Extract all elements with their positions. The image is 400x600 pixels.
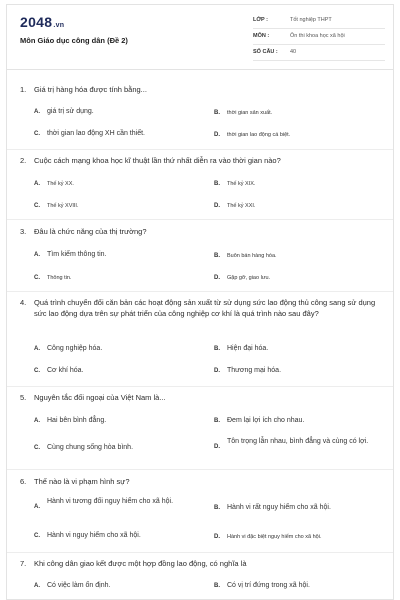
- option-7b[interactable]: B. Có vị trí đứng trong xã hội.: [214, 582, 310, 589]
- option-1b[interactable]: B. thời gian sản xuất.: [214, 110, 273, 116]
- exam-header: [7, 5, 393, 63]
- option-6b[interactable]: B. Hành vi rất nguy hiểm cho xã hội.: [214, 504, 331, 511]
- exam-meta: [253, 16, 385, 64]
- question-divider: [7, 469, 393, 470]
- meta-class: [253, 16, 385, 29]
- option-4a[interactable]: A. Công nghiệp hóa.: [34, 345, 103, 352]
- option-7a[interactable]: A. Có việc làm ổn định.: [34, 582, 111, 589]
- option-1a[interactable]: A. giá trị sử dụng.: [34, 108, 94, 115]
- exam-page: [6, 4, 394, 600]
- question-7: 7. Khi công dân giao kết được một hợp đồng lao động, có nghĩa là: [20, 559, 247, 568]
- question-divider: [7, 386, 393, 387]
- meta-value: 40: [290, 49, 297, 55]
- meta-count: [253, 48, 385, 61]
- question-4: 4. Quá trình chuyển đổi căn bản các hoạt động sản xuất từ sử dụng sức lao động thủ công sang sử dụng sức lao động dựa trên sự phát triển của công nghiệp cơ khí là quá trình nào sau đây?: [20, 298, 376, 318]
- meta-label: LỚP :: [253, 17, 268, 23]
- question-divider: [7, 219, 393, 220]
- meta-value: Tốt nghiệp THPT: [290, 17, 332, 23]
- option-3c[interactable]: C. Thông tin.: [34, 275, 72, 281]
- option-5a[interactable]: A. Hai bên bình đẳng.: [34, 417, 107, 424]
- question-divider: [7, 552, 393, 553]
- option-4c[interactable]: C. Cơ khí hóa.: [34, 367, 84, 374]
- option-6c[interactable]: C. Hành vi nguy hiểm cho xã hội.: [34, 532, 141, 539]
- question-2: 2. Cuộc cách mạng khoa học kĩ thuật lần thứ nhất diễn ra vào thời gian nào?: [20, 156, 281, 165]
- option-3a[interactable]: A. Tìm kiếm thông tin.: [34, 251, 107, 258]
- option-4b[interactable]: B. Hiện đại hóa.: [214, 345, 269, 352]
- option-1c[interactable]: C. thời gian lao động XH cần thiết.: [34, 130, 145, 137]
- option-2d[interactable]: D. Thế kỷ XXI.: [214, 203, 256, 209]
- option-2c[interactable]: C. Thế kỷ XVIII.: [34, 203, 79, 209]
- question-divider: [7, 291, 393, 292]
- exam-subject: Môn Giáo dục công dân (Đề 2): [20, 36, 128, 45]
- meta-value: Ôn thi khoa học xã hội: [290, 33, 345, 39]
- meta-subject: [253, 32, 385, 45]
- option-5b[interactable]: B. Đem lại lợi ích cho nhau.: [214, 417, 305, 424]
- option-2b[interactable]: B. Thế kỷ XIX.: [214, 181, 256, 187]
- question-1: 1. Giá trị hàng hóa được tính bằng...: [20, 85, 147, 94]
- option-1d[interactable]: D. thời gian lao động cá biệt.: [214, 132, 291, 138]
- option-3d[interactable]: D. Gặp gỡ, giao lưu.: [214, 275, 271, 281]
- option-5c[interactable]: C. Cùng chung sống hòa bình.: [34, 444, 134, 451]
- option-5d[interactable]: D. Tôn trọng lẫn nhau, bình đẳng và cùng có lợi.: [214, 438, 369, 450]
- question-divider: [7, 149, 393, 150]
- option-2a[interactable]: A. Thế kỷ XX.: [34, 181, 74, 187]
- header-divider: [7, 69, 393, 70]
- option-3b[interactable]: B. Buôn bán hàng hóa.: [214, 253, 277, 259]
- question-6: 6. Thế nào là vi phạm hình sự?: [20, 477, 130, 486]
- option-6d[interactable]: D. Hành vi đặc biệt nguy hiểm cho xã hội.: [214, 534, 322, 540]
- question-5: 5. Nguyên tắc đối ngoại của Việt Nam là...: [20, 393, 166, 402]
- meta-label: SỐ CÂU :: [253, 49, 278, 55]
- question-3: 3. Đâu là chức năng của thị trường?: [20, 227, 147, 236]
- option-6a[interactable]: A. Hành vi tương đối nguy hiểm cho xã hội.: [34, 498, 174, 510]
- meta-label: MÔN :: [253, 33, 270, 39]
- option-4d[interactable]: D. Thương mại hóa.: [214, 367, 282, 374]
- site-logo[interactable]: 2048.vn: [20, 14, 65, 30]
